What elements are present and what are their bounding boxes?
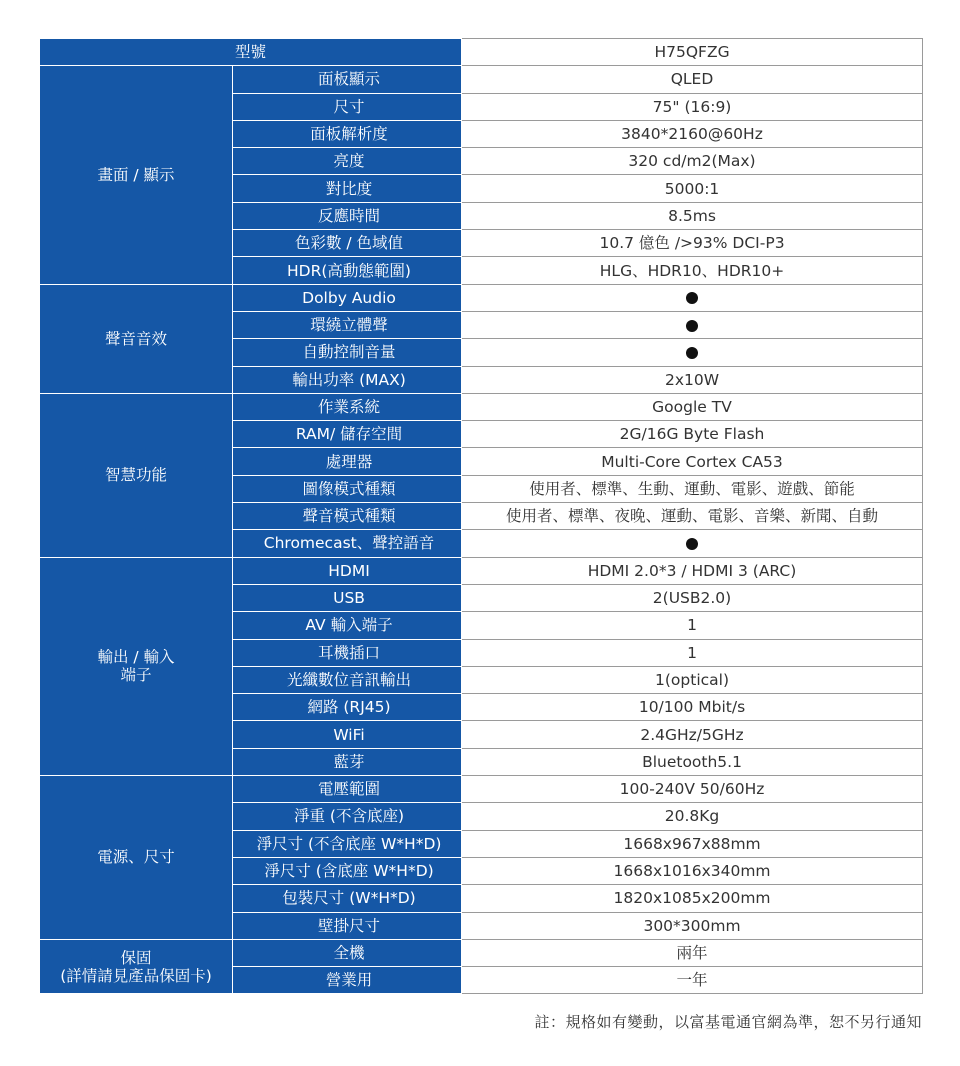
spec-value: Multi-Core Cortex CA53 — [462, 448, 923, 475]
spec-label: 全機 — [233, 939, 462, 966]
section-title: 聲音音效 — [40, 284, 233, 393]
spec-value: 10/100 Mbit/s — [462, 694, 923, 721]
model-row — [40, 39, 923, 66]
section-title: 電源、尺寸 — [40, 776, 233, 940]
spec-value: 3840*2160@60Hz — [462, 120, 923, 147]
spec-label: 淨重 (不含底座) — [233, 803, 462, 830]
spec-value — [462, 284, 923, 311]
spec-label: 壁掛尺寸 — [233, 912, 462, 939]
supported-dot-icon — [686, 320, 698, 332]
spec-value: 1820x1085x200mm — [462, 885, 923, 912]
spec-row — [40, 557, 923, 584]
spec-value: 1668x967x88mm — [462, 830, 923, 857]
supported-dot-icon — [686, 347, 698, 359]
spec-row — [40, 393, 923, 420]
spec-value: 使用者、標準、生動、運動、電影、遊戲、節能 — [462, 475, 923, 502]
spec-value: 1668x1016x340mm — [462, 857, 923, 884]
spec-label: 面板顯示 — [233, 66, 462, 93]
spec-row — [40, 776, 923, 803]
spec-value: 320 cd/m2(Max) — [462, 148, 923, 175]
spec-label: 面板解析度 — [233, 120, 462, 147]
spec-value: 300*300mm — [462, 912, 923, 939]
section-title: 畫面 / 顯示 — [40, 66, 233, 284]
section-title: 保固 (詳情請見產品保固卡) — [40, 939, 233, 994]
spec-value — [462, 311, 923, 338]
section-title: 智慧功能 — [40, 393, 233, 557]
spec-table-body — [40, 39, 923, 994]
spec-value: 1(optical) — [462, 666, 923, 693]
model-label: 型號 — [40, 39, 462, 66]
spec-label: 色彩數 / 色域值 — [233, 230, 462, 257]
spec-value: 2G/16G Byte Flash — [462, 421, 923, 448]
spec-label: 對比度 — [233, 175, 462, 202]
spec-value: 2(USB2.0) — [462, 584, 923, 611]
supported-dot-icon — [686, 292, 698, 304]
spec-label: WiFi — [233, 721, 462, 748]
spec-label: 尺寸 — [233, 93, 462, 120]
spec-value: 1 — [462, 612, 923, 639]
spec-value: HDMI 2.0*3 / HDMI 3 (ARC) — [462, 557, 923, 584]
spec-label: 包裝尺寸 (W*H*D) — [233, 885, 462, 912]
spec-label: 環繞立體聲 — [233, 311, 462, 338]
spec-value: 1 — [462, 639, 923, 666]
spec-value: 75" (16:9) — [462, 93, 923, 120]
spec-row — [40, 66, 923, 93]
supported-dot-icon — [686, 538, 698, 550]
spec-label: 聲音模式種類 — [233, 503, 462, 530]
spec-value: 5000:1 — [462, 175, 923, 202]
spec-label: Chromecast、聲控語音 — [233, 530, 462, 557]
spec-label: 作業系統 — [233, 393, 462, 420]
spec-label: 藍芽 — [233, 748, 462, 775]
spec-label: HDR(高動態範圍) — [233, 257, 462, 284]
footnote: 註：規格如有變動，以富基電通官網為準，恕不另行通知 — [534, 1013, 922, 1031]
spec-value: 20.8Kg — [462, 803, 923, 830]
spec-value: HLG、HDR10、HDR10+ — [462, 257, 923, 284]
spec-label: 自動控制音量 — [233, 339, 462, 366]
spec-value: 100-240V 50/60Hz — [462, 776, 923, 803]
spec-row — [40, 939, 923, 966]
model-value: H75QFZG — [462, 39, 923, 66]
spec-value: 8.5ms — [462, 202, 923, 229]
spec-value: Bluetooth5.1 — [462, 748, 923, 775]
spec-value: Google TV — [462, 393, 923, 420]
spec-table — [39, 38, 923, 994]
spec-value: 兩年 — [462, 939, 923, 966]
spec-value: QLED — [462, 66, 923, 93]
spec-label: AV 輸入端子 — [233, 612, 462, 639]
spec-label: 反應時間 — [233, 202, 462, 229]
spec-value: 10.7 億色 />93% DCI-P3 — [462, 230, 923, 257]
spec-label: 圖像模式種類 — [233, 475, 462, 502]
spec-value: 2x10W — [462, 366, 923, 393]
section-title: 輸出 / 輸入 端子 — [40, 557, 233, 775]
spec-label: 電壓範圍 — [233, 776, 462, 803]
spec-label: 淨尺寸 (不含底座 W*H*D) — [233, 830, 462, 857]
spec-label: 光纖數位音訊輸出 — [233, 666, 462, 693]
spec-label: Dolby Audio — [233, 284, 462, 311]
spec-label: HDMI — [233, 557, 462, 584]
spec-label: RAM/ 儲存空間 — [233, 421, 462, 448]
spec-label: 耳機插口 — [233, 639, 462, 666]
spec-label: 淨尺寸 (含底座 W*H*D) — [233, 857, 462, 884]
spec-label: 處理器 — [233, 448, 462, 475]
spec-value: 一年 — [462, 967, 923, 994]
spec-label: 網路 (RJ45) — [233, 694, 462, 721]
spec-label: USB — [233, 584, 462, 611]
spec-value — [462, 339, 923, 366]
spec-label: 亮度 — [233, 148, 462, 175]
spec-value: 使用者、標準、夜晚、運動、電影、音樂、新聞、自動 — [462, 503, 923, 530]
spec-value: 2.4GHz/5GHz — [462, 721, 923, 748]
spec-value — [462, 530, 923, 557]
spec-row — [40, 284, 923, 311]
spec-label: 營業用 — [233, 967, 462, 994]
spec-label: 輸出功率 (MAX) — [233, 366, 462, 393]
